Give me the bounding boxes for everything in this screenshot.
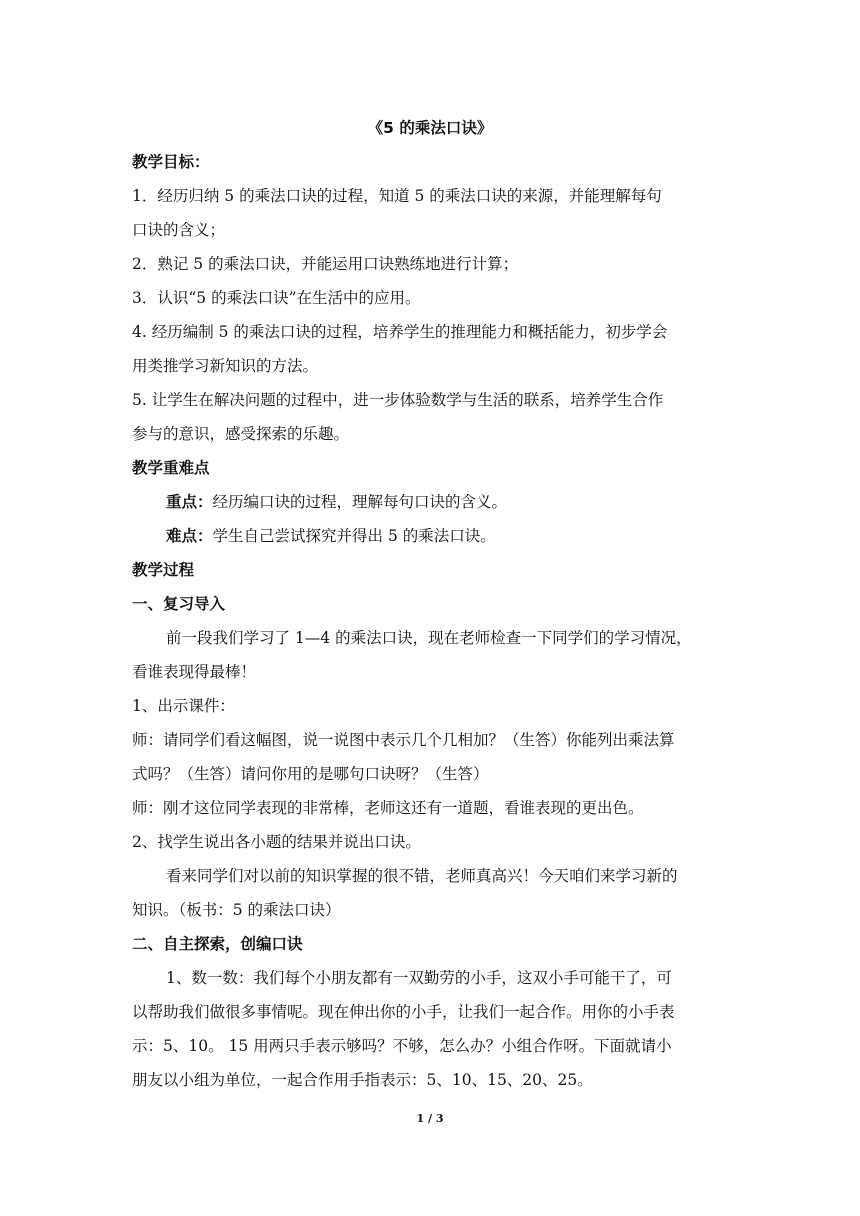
paragraph-line: 用类推学习新知识的方法。	[132, 357, 319, 375]
paragraph-line: 口诀的含义；	[132, 221, 226, 239]
paragraph-line: 2、找学生说出各小题的结果并说出口诀。	[132, 833, 421, 851]
section-heading-process: 教学过程	[132, 561, 195, 579]
paragraph-line: 朋友以小组为单位，一起合作用手指表示：5、10、15、20、25。	[132, 1071, 593, 1089]
paragraph-line: 师：刚才这位同学表现的非常棒，老师这还有一道题，看谁表现的更出色。	[132, 799, 644, 817]
difficult-point-text: 学生自己尝试探究并得出 5 的乘法口诀。	[212, 527, 496, 545]
page-number: 1 / 3	[416, 1112, 444, 1125]
paragraph-line: 前一段我们学习了 1—4 的乘法口诀，现在老师检查一下同学们的学习情况，	[166, 629, 692, 647]
difficult-point-line	[166, 525, 766, 547]
subsection-heading-explore: 二、自主探索，创编口诀	[132, 935, 303, 953]
paragraph-line: 看谁表现得最棒！	[132, 663, 257, 681]
paragraph-line: 5. 让学生在解决问题的过程中，进一步体验数学与生活的联系，培养学生合作	[132, 391, 664, 409]
paragraph-line: 以帮助我们做很多事情呢。现在伸出你的小手，让我们一起合作。用你的小手表	[132, 1003, 675, 1021]
key-point-line	[166, 491, 766, 513]
section-heading-objectives: 教学目标：	[132, 153, 210, 171]
document-title: 《5 的乘法口诀》	[367, 119, 493, 137]
paragraph-line: 示：5、10。 15 用两只手表示够吗？不够，怎么办？小组合作呀。下面就请小	[132, 1037, 672, 1055]
paragraph-line: 看来同学们对以前的知识掌握的很不错，老师真高兴！今天咱们来学习新的	[166, 867, 678, 885]
paragraph-line: 1、出示课件：	[132, 697, 235, 715]
section-heading-key-points: 教学重难点	[132, 459, 210, 477]
paragraph-line: 4. 经历编制 5 的乘法口诀的过程，培养学生的推理能力和概括能力，初步学会	[132, 323, 668, 341]
subsection-heading-review: 一、复习导入	[132, 595, 226, 613]
paragraph-line: 1．经历归纳 5 的乘法口诀的过程，知道 5 的乘法口诀的来源，并能理解每句	[132, 187, 662, 205]
paragraph-line: 3．认识“5 的乘法口诀”在生活中的应用。	[132, 289, 421, 307]
paragraph-line: 知识。（板书：5 的乘法口诀）	[132, 901, 341, 919]
paragraph-line: 2．熟记 5 的乘法口诀，并能运用口诀熟练地进行计算；	[132, 255, 519, 273]
paragraph-line: 式吗？（生答）请问你用的是哪句口诀呀？（生答）	[132, 765, 489, 783]
paragraph-line: 师：请同学们看这幅图，说一说图中表示几个几相加？（生答）你能列出乘法算	[132, 731, 675, 749]
paragraph-line: 参与的意识，感受探索的乐趣。	[132, 425, 350, 443]
key-point-text: 经历编口诀的过程，理解每句口诀的含义。	[212, 493, 508, 511]
key-point-label: 重点：	[166, 493, 213, 511]
difficult-point-label: 难点：	[166, 527, 213, 545]
paragraph-line: 1、数一数：我们每个小朋友都有一双勤劳的小手，这双小手可能干了，可	[166, 969, 672, 987]
